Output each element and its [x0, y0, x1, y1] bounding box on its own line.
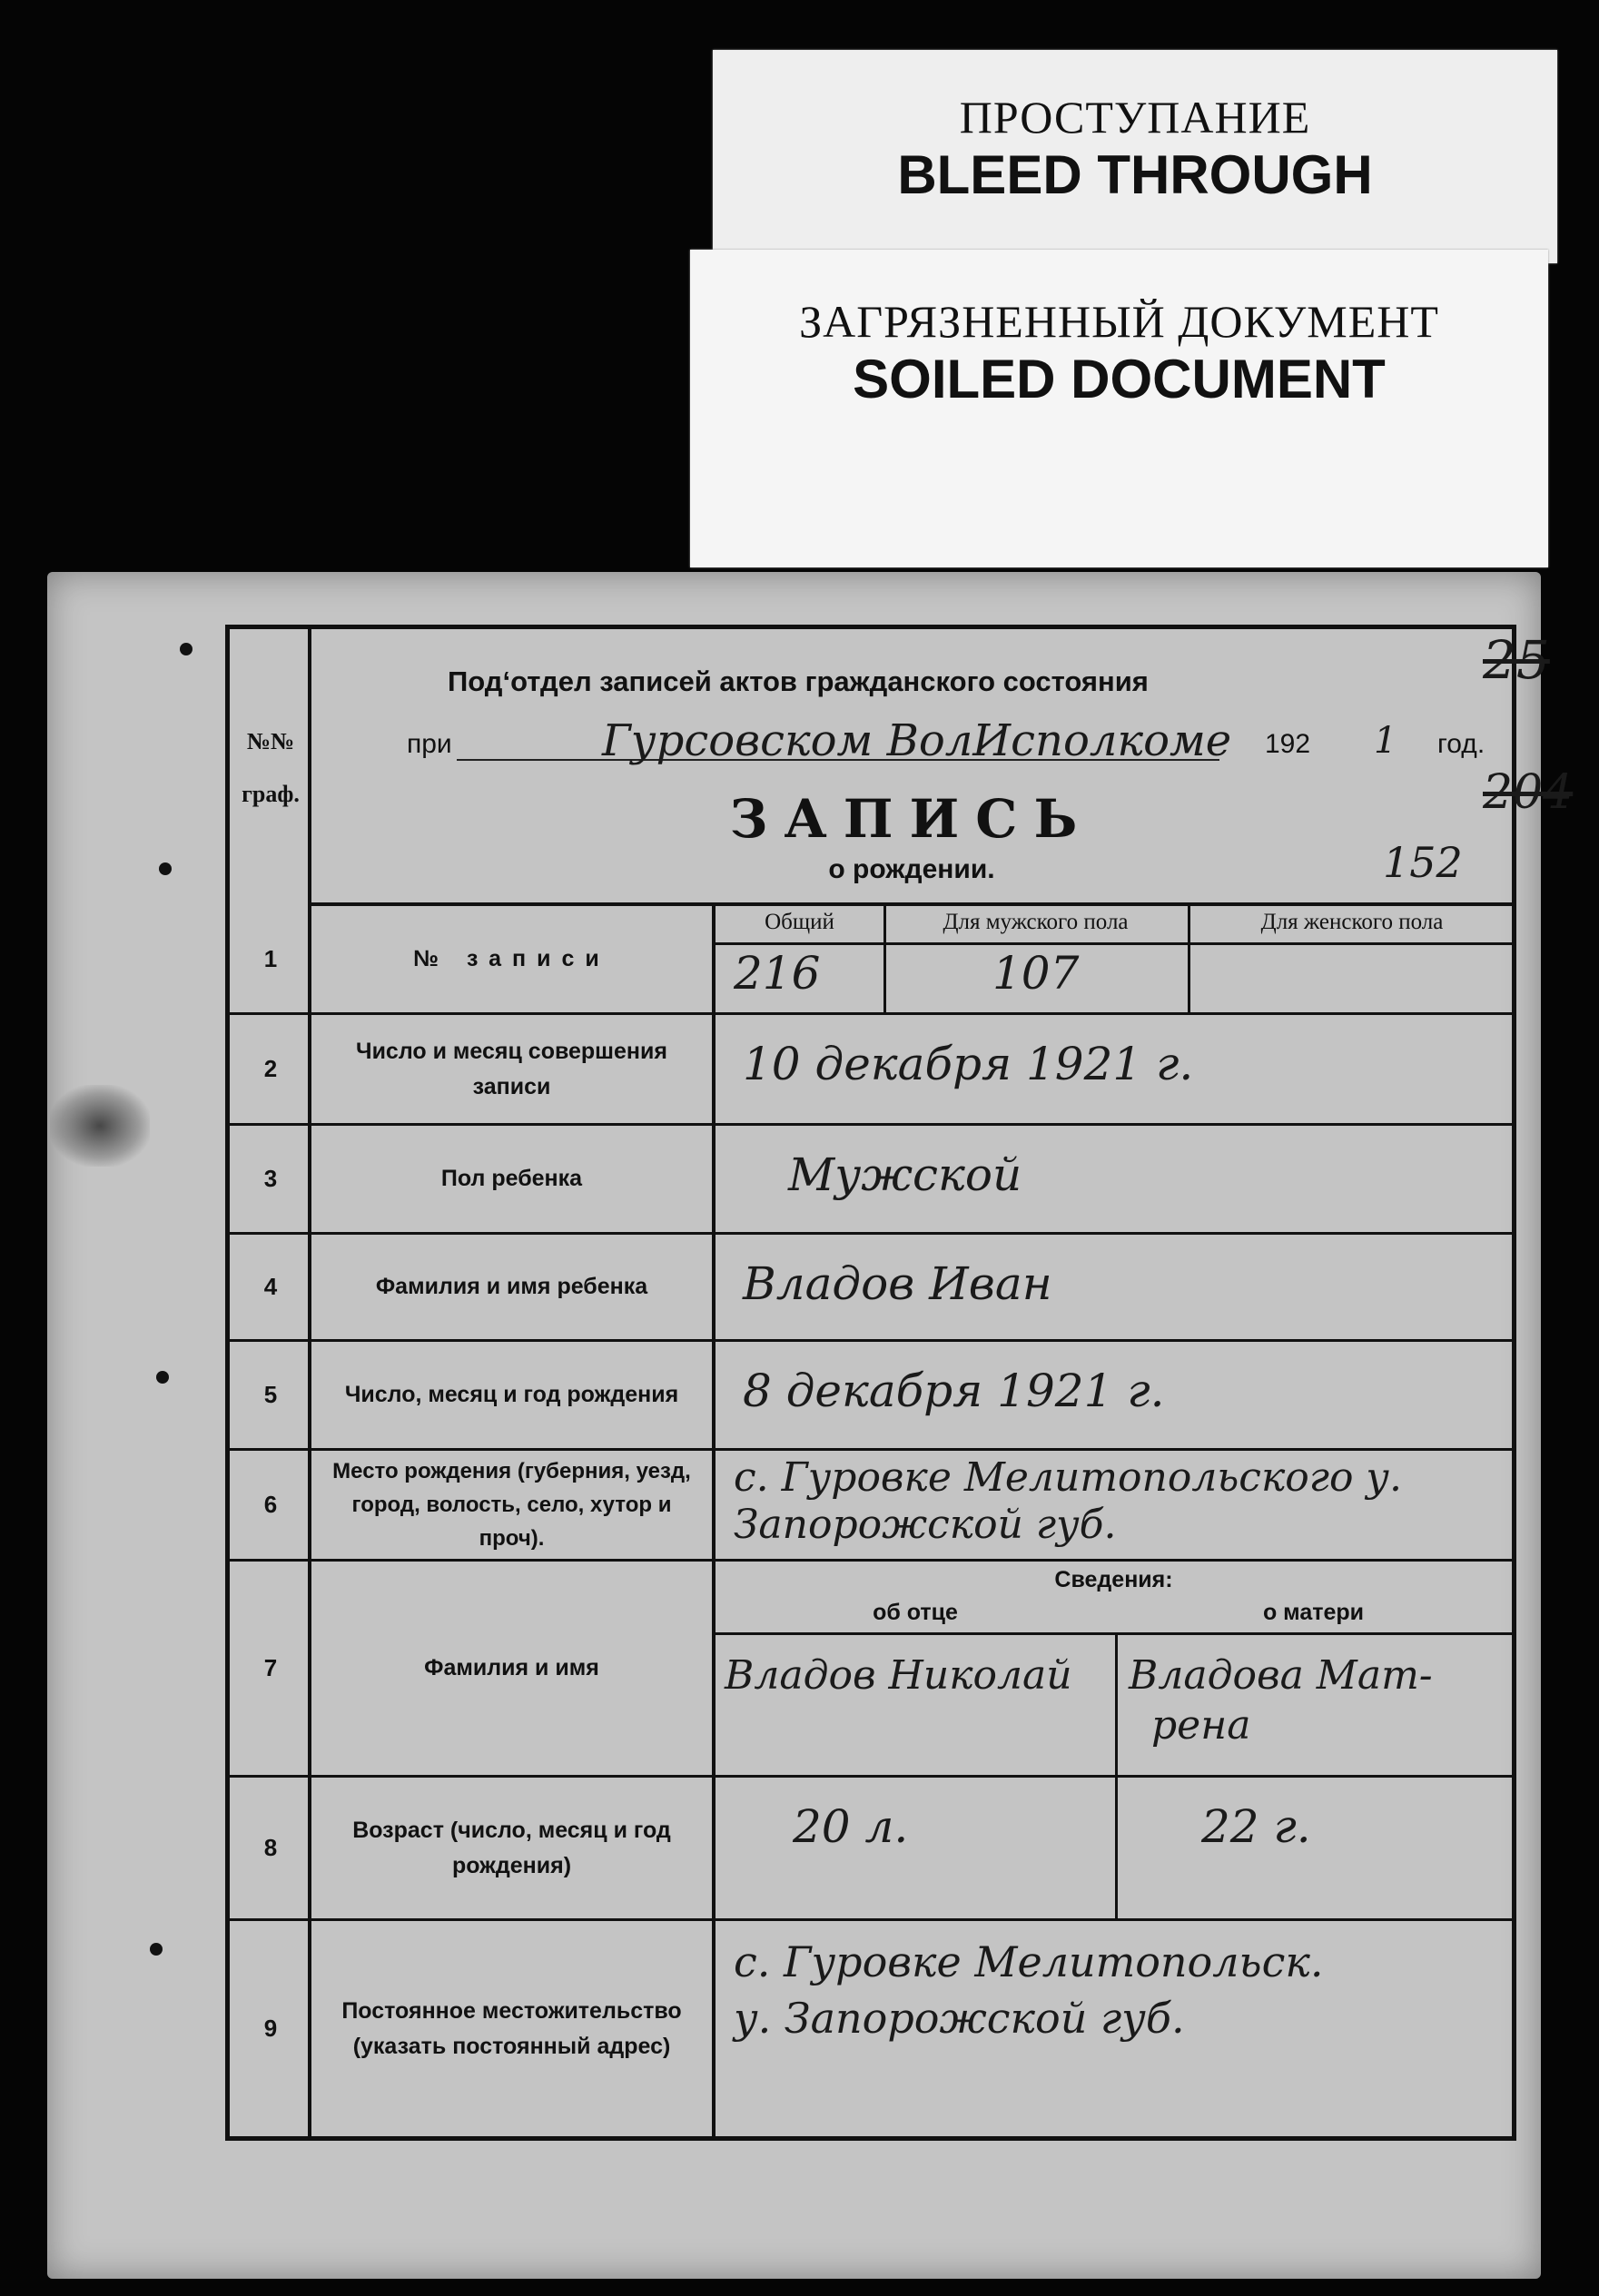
row-label: Возраст (число, месяц и год рождения) [311, 1778, 716, 1918]
row-number: 1 [263, 945, 278, 972]
year-suffix: год. [1437, 729, 1485, 759]
year-printed: 192 [1265, 729, 1311, 759]
col-female: Для женского пола [1260, 910, 1444, 934]
registration-date-value: 10 декабря 1921 г. [743, 1038, 1194, 1090]
row-residence [230, 1921, 1512, 2136]
subheader-divider [716, 942, 1512, 945]
pri-label: при [407, 729, 452, 759]
row-number: 7 [263, 1654, 278, 1681]
row-number: 4 [263, 1273, 278, 1300]
row-value [716, 906, 1512, 1012]
father-column: об отце [873, 1600, 958, 1625]
column-number-label: №№ граф. [242, 728, 300, 807]
general-number: 216 [734, 947, 821, 1000]
row-value [716, 1342, 1512, 1448]
row-value [716, 1778, 1512, 1918]
row-value [716, 1921, 1512, 2136]
row-registration-date [230, 1015, 1512, 1126]
residence-value-2: у. Запорожской губ. [734, 1994, 1185, 2043]
mother-age: 22 г. [1201, 1800, 1311, 1853]
row-value [716, 1451, 1512, 1559]
row-label: Число, месяц и год рождения [311, 1342, 716, 1448]
row-label: Постоянное местожительство (указать постоянный адрес) [311, 1921, 716, 2136]
row-value [716, 1235, 1512, 1339]
mother-name-2: рена [1151, 1702, 1251, 1749]
column-divider [1115, 1632, 1118, 1775]
col-general: Общий [765, 910, 834, 934]
department-title: Под‘отдел записей актов гражданского состояния [448, 665, 1149, 697]
bleed-through-en: BLEED THROUGH [897, 144, 1373, 205]
row-parents-age [230, 1778, 1512, 1921]
subheader-divider [716, 1632, 1512, 1635]
child-sex-value: Мужской [788, 1148, 1022, 1201]
bleed-through-stamp [713, 50, 1557, 263]
soiled-document-ru: ЗАГРЯЗНЕННЫЙ ДОКУМЕНТ [799, 296, 1439, 347]
father-age: 20 л. [793, 1800, 909, 1853]
row-label: Фамилия и имя [311, 1562, 716, 1775]
row-value [716, 1015, 1512, 1123]
row-number: 2 [263, 1055, 278, 1082]
record-number-new: 152 [1383, 838, 1463, 887]
row-value [716, 1562, 1512, 1775]
record-number-struck: 204 [1483, 765, 1574, 820]
row-child-sex [230, 1126, 1512, 1235]
stain [50, 1085, 150, 1167]
punch-hole [159, 862, 172, 875]
birth-place-value: с. Гуровке Мелитопольского у. [734, 1454, 1402, 1501]
row-label: Число и месяц совершения записи [311, 1015, 716, 1123]
info-heading: Сведения: [1054, 1567, 1173, 1592]
row-number: 5 [263, 1381, 278, 1408]
row-label: № записи [311, 906, 716, 1012]
mother-column: о матери [1262, 1600, 1365, 1625]
row-label: Место рождения (губерния, уезд, город, волость, село, хутор и проч). [311, 1451, 716, 1559]
year-handwritten: 1 [1374, 720, 1397, 762]
row-number: 9 [263, 2015, 278, 2042]
mother-name: Владова Мат- [1129, 1652, 1433, 1699]
row-birth-place [230, 1451, 1512, 1562]
row-value [716, 1126, 1512, 1232]
bleed-through-ru: ПРОСТУПАНИЕ [959, 92, 1311, 143]
male-number: 107 [992, 947, 1080, 1000]
residence-value: с. Гуровке Мелитопольск. [734, 1937, 1324, 1986]
executive-committee-handwritten: Гурсовском ВолИсполкоме [602, 715, 1232, 766]
punch-hole [150, 1943, 163, 1956]
record-subtitle: о рождении. [828, 854, 995, 884]
record-title: ЗАПИСЬ [729, 788, 1094, 850]
row-number: 6 [263, 1491, 278, 1518]
row-label: Фамилия и имя ребенка [311, 1235, 716, 1339]
col-male: Для мужского пола [943, 910, 1129, 934]
row-birth-date [230, 1342, 1512, 1451]
soiled-document-stamp [690, 250, 1548, 567]
row-child-name [230, 1235, 1512, 1342]
punch-hole [156, 1371, 169, 1384]
row-record-number [230, 906, 1512, 1015]
page-number-struck: 25 [1483, 629, 1550, 691]
father-name: Владов Николай [725, 1652, 1072, 1699]
birth-date-value: 8 декабря 1921 г. [743, 1365, 1165, 1417]
child-name-value: Владов Иван [743, 1257, 1052, 1310]
row-number: 3 [263, 1165, 278, 1192]
birth-place-value-2: Запорожской губ. [734, 1502, 1117, 1548]
row-label: Пол ребенка [311, 1126, 716, 1232]
column-divider [1115, 1778, 1118, 1918]
birth-record-form [225, 625, 1574, 2141]
punch-hole [180, 643, 192, 655]
row-parents-names [230, 1562, 1512, 1778]
form-header [311, 629, 1574, 906]
row-number: 8 [263, 1834, 278, 1861]
soiled-document-en: SOILED DOCUMENT [853, 349, 1386, 409]
